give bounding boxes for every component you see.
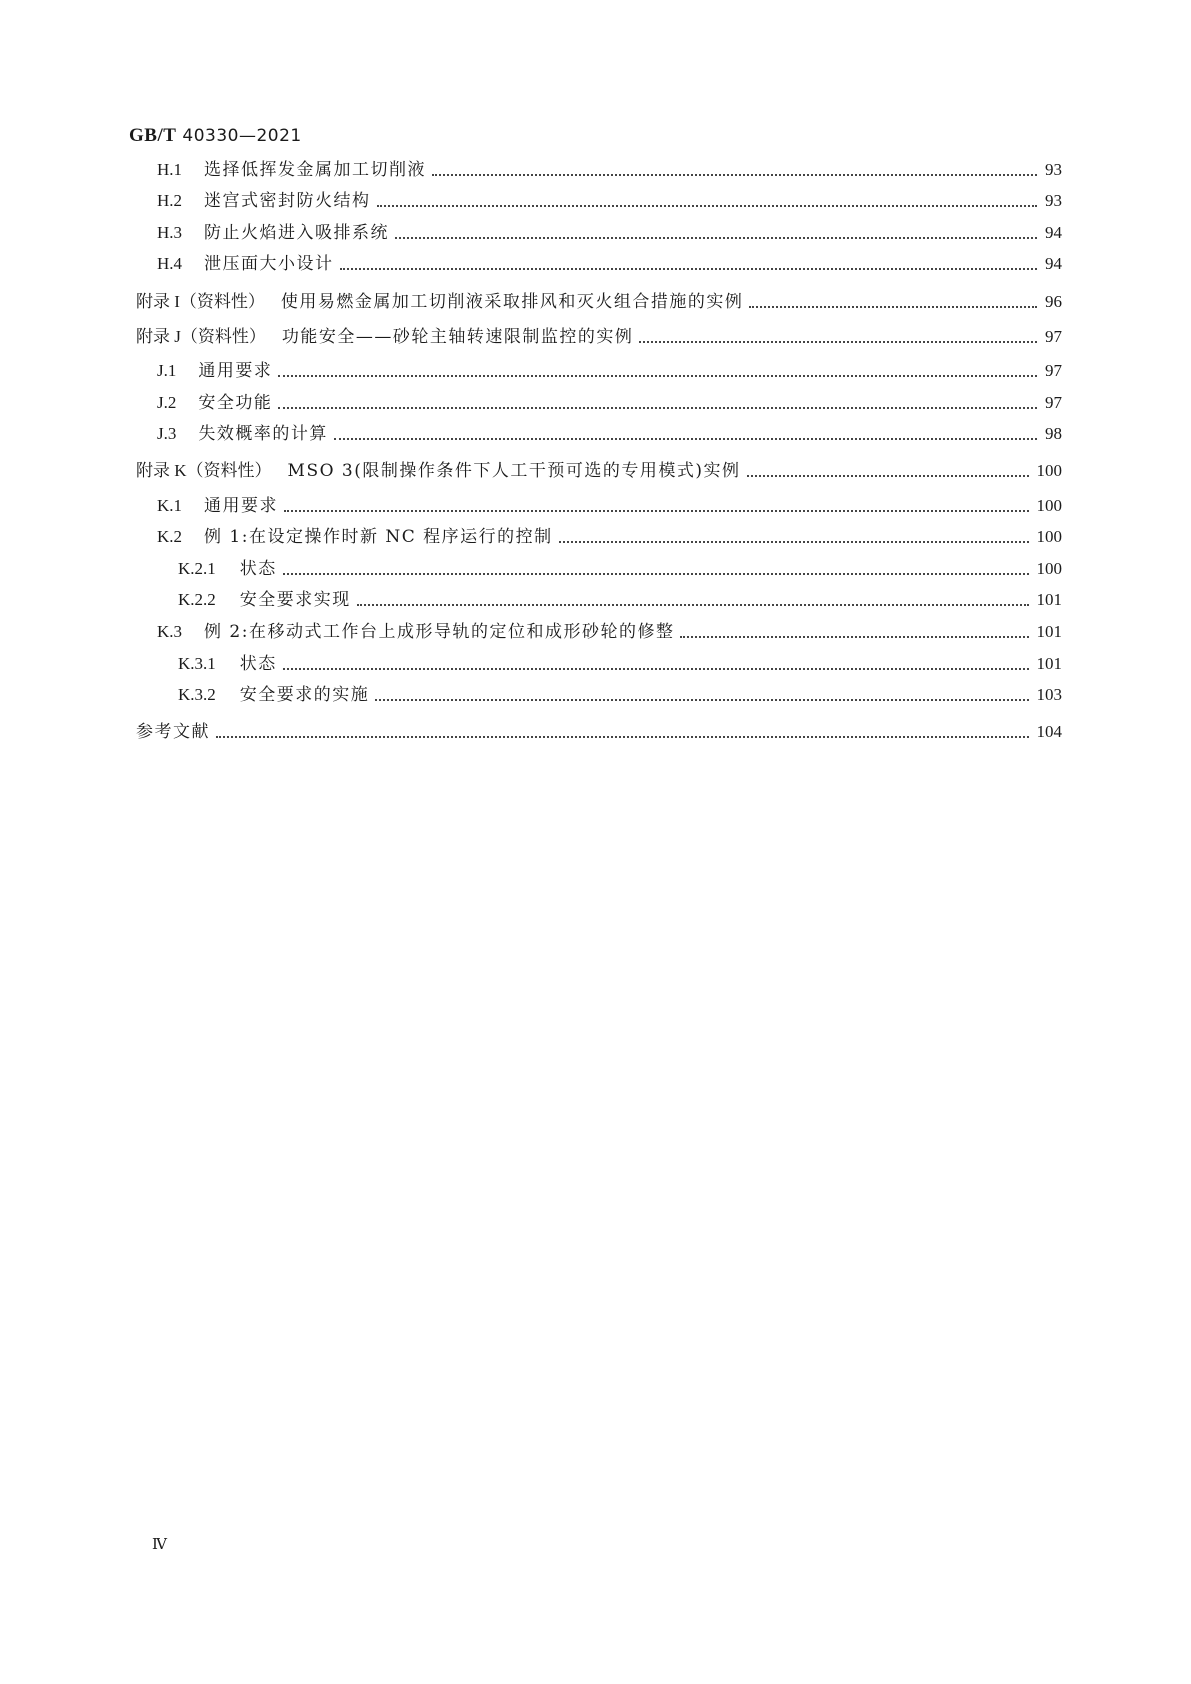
toc-entry[interactable]	[157, 618, 1062, 642]
toc-entry[interactable]	[157, 492, 1062, 516]
toc-entry[interactable]	[178, 586, 1062, 610]
toc-dot-leader	[377, 191, 1037, 211]
toc-entry[interactable]	[178, 681, 1062, 705]
toc-dot-leader	[334, 424, 1037, 444]
toc-entry[interactable]	[136, 323, 1062, 347]
toc-dot-leader	[357, 590, 1029, 610]
toc-entry-title: 使用易燃金属加工切削液采取排风和灭火组合措施的实例	[280, 292, 744, 312]
toc-entry-page: 94	[1045, 254, 1062, 273]
toc-entry-page: 98	[1045, 424, 1062, 443]
toc-dot-leader	[340, 254, 1037, 274]
toc-dot-leader	[283, 654, 1029, 674]
toc-entry-page: 100	[1036, 559, 1062, 578]
toc-entry-title: 通用要求	[198, 361, 273, 381]
toc-entry-title: 安全要求的实施	[239, 685, 370, 705]
toc-dot-leader	[278, 393, 1037, 413]
toc-entry-page: 93	[1045, 160, 1062, 179]
toc-entry-title: 失效概率的计算	[198, 424, 328, 444]
toc-entry-code: H.4	[157, 254, 183, 273]
standard-code: GB/T	[129, 125, 177, 146]
toc-entry-title: 泄压面大小设计	[204, 254, 334, 274]
page-number-footer: Ⅳ	[152, 1537, 167, 1553]
toc-entry-page: 101	[1036, 622, 1062, 641]
toc-dot-leader	[278, 361, 1037, 381]
toc-dot-leader	[749, 292, 1037, 312]
toc-entry-page: 97	[1045, 327, 1062, 346]
toc-entry-title: 例 2:在移动式工作台上成形导轨的定位和成形砂轮的修整	[204, 622, 675, 642]
toc-entry-page: 93	[1045, 191, 1062, 210]
toc-entry-page: 101	[1036, 590, 1062, 609]
toc-dot-leader	[216, 722, 1029, 742]
toc-entry-page: 97	[1045, 393, 1062, 412]
toc-entry-code: K.2	[157, 527, 183, 546]
toc-entry-page: 103	[1036, 685, 1062, 704]
toc-entry-code: J.1	[157, 361, 177, 380]
toc-entry-code: H.1	[157, 160, 183, 179]
toc-entry-title: 安全要求实现	[239, 590, 351, 610]
toc-dot-leader	[284, 496, 1028, 516]
toc-dot-leader	[375, 685, 1028, 705]
toc-dot-leader	[639, 327, 1037, 347]
toc-dot-leader	[283, 559, 1029, 579]
toc-entry-title: 选择低挥发金属加工切削液	[204, 160, 427, 180]
standard-number: 40330—2021	[182, 126, 302, 146]
toc-entry[interactable]	[157, 219, 1062, 243]
toc-entry-page: 101	[1036, 654, 1062, 673]
toc-entry[interactable]	[157, 187, 1062, 211]
toc-entry-title: 参考文献	[136, 722, 210, 742]
toc-entry-title: 防止火焰进入吸排系统	[204, 223, 390, 243]
toc-entry-page: 94	[1045, 223, 1062, 242]
toc-entry-code: K.1	[157, 496, 183, 515]
toc-dot-leader	[680, 622, 1028, 642]
toc-entry-code: J.3	[157, 424, 177, 443]
toc-dot-leader	[747, 461, 1029, 481]
toc-entry[interactable]	[157, 523, 1062, 547]
toc-entry-page: 97	[1045, 361, 1062, 380]
toc-entry-code: K.2.1	[178, 559, 216, 578]
toc-entry-code: H.3	[157, 223, 183, 242]
toc-entry-page: 100	[1036, 461, 1062, 480]
toc-entry-title: 安全功能	[198, 393, 273, 413]
toc-dot-leader	[559, 527, 1029, 547]
toc-entry-code: J.2	[157, 393, 177, 412]
toc-entry-title: 功能安全——砂轮主轴转速限制监控的实例	[281, 327, 634, 347]
document-header	[129, 125, 302, 147]
toc-entry[interactable]	[157, 156, 1062, 180]
toc-entry-code: H.2	[157, 191, 183, 210]
toc-entry-code: K.3.2	[178, 685, 216, 704]
toc-entry-title: MSO 3(限制操作条件下人工干预可选的专用模式)实例	[287, 461, 741, 481]
toc-entry-page: 100	[1036, 527, 1062, 546]
toc-entry-title: 迷宫式密封防火结构	[204, 191, 371, 211]
toc-entry-code: K.2.2	[178, 590, 216, 609]
toc-entry-title: 状态	[239, 559, 277, 579]
toc-dot-leader	[395, 223, 1037, 243]
toc-entry[interactable]	[136, 288, 1062, 312]
toc-entry-title: 通用要求	[204, 496, 279, 516]
toc-entry-code: K.3.1	[178, 654, 216, 673]
toc-entry-page: 100	[1036, 496, 1062, 515]
toc-entry[interactable]	[178, 650, 1062, 674]
toc-entry-code: K.3	[157, 622, 183, 641]
toc-entry[interactable]	[157, 357, 1062, 381]
toc-entry[interactable]	[178, 555, 1062, 579]
toc-entry-code: 附录 I（资料性）	[136, 292, 265, 311]
toc-entry-code: 附录 K（资料性）	[136, 461, 272, 480]
toc-entry-code: 附录 J（资料性）	[136, 327, 266, 346]
toc-entry[interactable]	[157, 420, 1062, 444]
toc-entry[interactable]	[157, 250, 1062, 274]
toc-entry-page: 104	[1036, 722, 1062, 741]
toc-entry-title: 例 1:在设定操作时新 NC 程序运行的控制	[204, 527, 553, 547]
toc-entry[interactable]	[136, 718, 1062, 742]
toc-entry[interactable]	[136, 457, 1062, 481]
toc-entry-page: 96	[1045, 292, 1062, 311]
toc-dot-leader	[432, 160, 1037, 180]
toc-entry[interactable]	[157, 389, 1062, 413]
toc-entry-title: 状态	[239, 654, 277, 674]
